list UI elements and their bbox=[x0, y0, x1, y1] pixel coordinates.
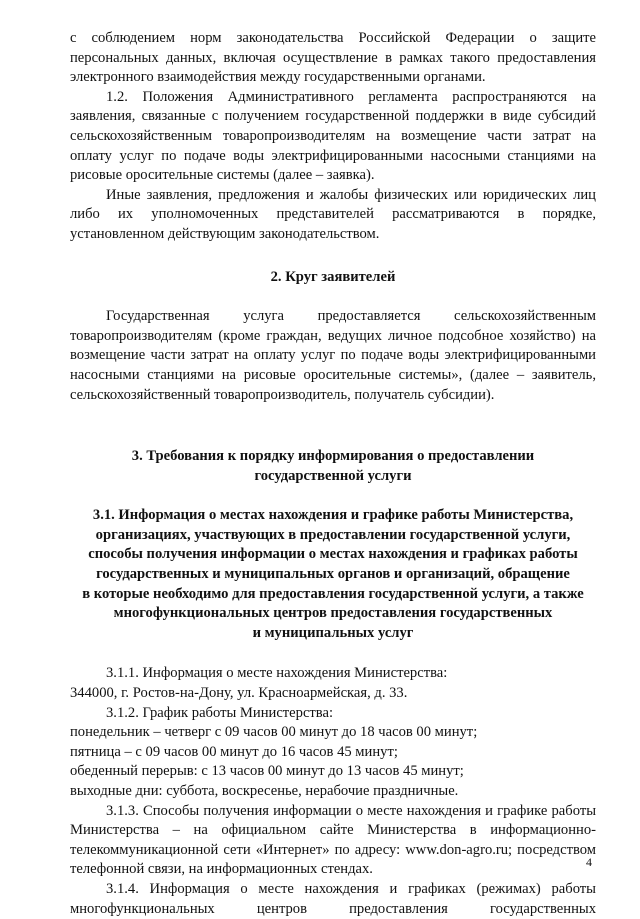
schedule-line: обеденный перерыв: с 13 часов 00 минут до 13 часов 45 минут; bbox=[70, 763, 464, 780]
other-requests-paragraph: Иные заявления, предложения и жалобы физических или юридических лиц либо их уполномоченных представителей рассматриваются в порядке, установленном действующим законодательством. bbox=[70, 186, 596, 242]
clause-3-1-2-paragraph: 3.1.2. График работы Министерства: bbox=[106, 704, 334, 721]
section-2-heading: 2. Круг заявителей bbox=[270, 268, 396, 285]
section-3-heading-line: государственной услуги bbox=[254, 467, 412, 484]
ministry-address: 344000, г. Ростов-на-Дону, ул. Красноармейская, д. 33. bbox=[70, 685, 408, 702]
schedule-line: выходные дни: суббота, воскресенье, нерабочие праздничные. bbox=[70, 783, 459, 799]
subsection-heading-line: и муниципальных услуг bbox=[252, 624, 414, 641]
subsection-heading-line: в которые необходимо для предоставления государственной услуги, а также bbox=[82, 585, 584, 602]
schedule-line: понедельник – четверг с 09 часов 00 минут до 18 часов 00 минут; bbox=[70, 724, 478, 741]
subsection-heading-line: государственных и муниципальных органов и организаций, обращение bbox=[96, 566, 570, 583]
clause-3-1-1-paragraph: 3.1.1. Информация о месте нахождения Министерства: bbox=[106, 665, 448, 682]
subsection-heading-line: 3.1. Информация о местах нахождения и графике работы Министерства, bbox=[92, 507, 574, 524]
clause-3-1-3-paragraph: 3.1.3. Способы получения информации о месте нахождения и графике работы Министерства – на официальном сайте Министерства в информационно-телекоммуникационной сети «Интернет» по адресу: www.don-agro.ru; посредством телефонной связи, на информационных стендах. bbox=[70, 802, 596, 878]
schedule-line: пятница – с 09 часов 00 минут до 16 часов 45 минут; bbox=[70, 743, 398, 760]
spacer bbox=[70, 287, 596, 307]
section-3-heading-line: 3. Требования к порядку информирования о предоставлении bbox=[131, 448, 535, 465]
spacer bbox=[70, 405, 596, 447]
section-3-heading bbox=[70, 447, 596, 486]
spacer bbox=[70, 486, 596, 506]
subsection-3-1-heading bbox=[70, 506, 596, 643]
subsection-heading-line: способы получения информации о местах нахождения и графиках работы bbox=[88, 546, 578, 563]
clause-3-1-4-paragraph: 3.1.4. Информация о месте нахождения и графиках (режимах) работы многофункциональных центров предоставления государственных bbox=[70, 880, 596, 917]
intro-continuation-paragraph: с соблюдением норм законодательства Российской Федерации о защите персональных данных, включая осуществление в рамках такого предоставления электронного взаимодействия между государственными органами. bbox=[70, 30, 596, 86]
clause-1-2-paragraph: 1.2. Положения Административного регламента распространяются на заявления, связанные с получением государственной поддержки в виде субсидий сельскохозяйственным товаропроизводителям на возмещение части затрат на оплату услуг по подаче воды электрифицированными насосными станциями на рисовые оросительные системы (далее – заявка). bbox=[70, 88, 596, 184]
section-2-body-paragraph: Государственная услуга предоставляется сельскохозяйственным товаропроизводителям (кроме граждан, ведущих личное подсобное хозяйство) на возмещение части затрат на оплату услуг по подаче воды электрифицированными насосными станциями на рисовые оросительные системы», (далее – заявитель, сельскохозяйственный товаропроизводитель, получатель субсидии). bbox=[70, 308, 596, 403]
spacer bbox=[70, 643, 596, 664]
spacer bbox=[70, 245, 596, 268]
subsection-heading-line: многофункциональных центров предоставления государственных bbox=[113, 605, 553, 622]
page-content bbox=[70, 29, 596, 919]
page-number: 4 bbox=[586, 855, 592, 869]
subsection-heading-line: организациях, участвующих в предоставлении государственной услуги, bbox=[95, 526, 571, 543]
